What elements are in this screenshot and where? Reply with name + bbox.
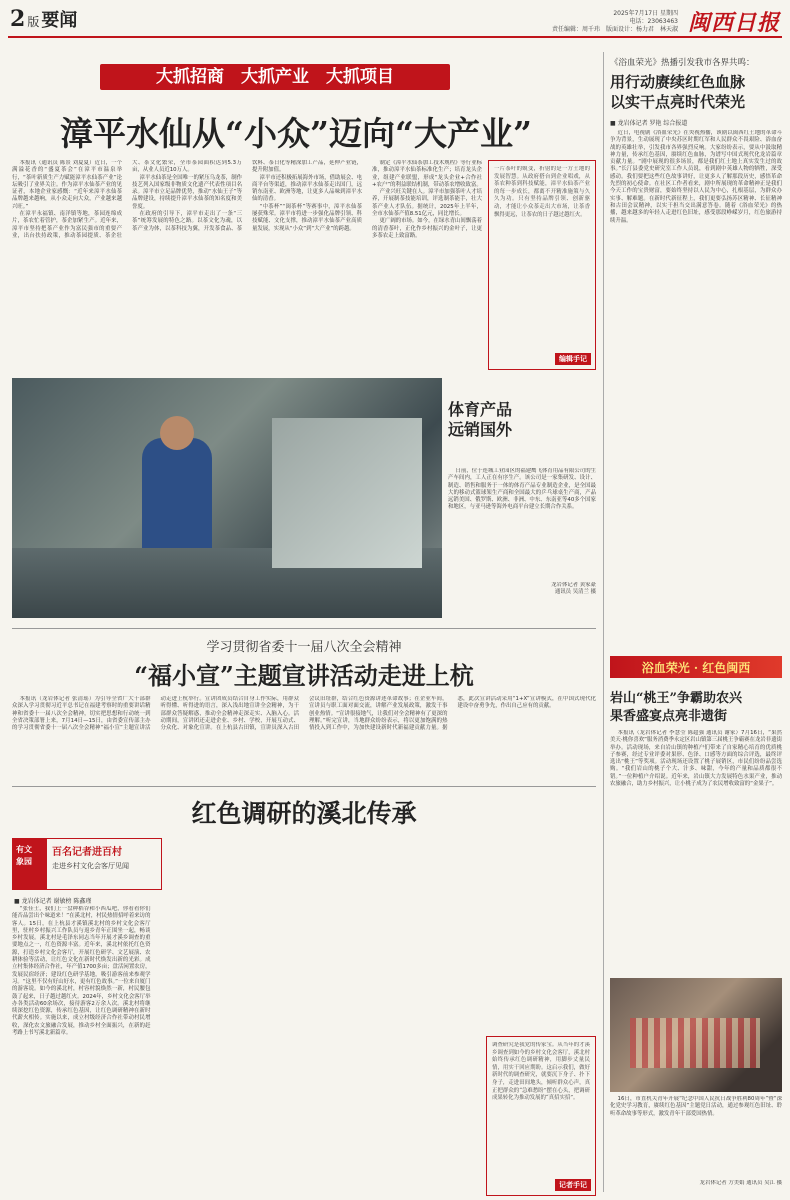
photo-caption: 日前，位于连城工业园区的福建鹰飞体育用品有限公司的生产车间内，工人正在有序生产。该公司是一家集研发、设计、制造、销售和服务于一体的体育产品专业制造企业，是全国最大的移动式篮球架生产商和全国最大的乒乓球桌生产商，产品远销美国、俄罗斯、欧洲、非洲、中东、东南亚等40多个国家和地区，与亚马逊等海外电商平台建立长期合作关系。 bbox=[448, 468, 596, 511]
factory-worker-photo bbox=[12, 378, 442, 618]
right-banner: 浴血荣光 · 红色闽西 bbox=[610, 656, 782, 678]
visitors-group bbox=[630, 1018, 760, 1068]
column-divider bbox=[603, 52, 604, 1192]
bottom-headline: 红色调研的溪北传承 bbox=[191, 799, 417, 828]
right-article2-body: 本报讯（龙岩体记者 李慧莹 陈超强 通讯员 谢家）7月16日，“果然美天·桃你喜欢”服务消费季永定区岩山镇第三届桃王争霸赛在龙岩非遗街举办。活动现场，来自岩山镇的种植户们带来了自家精心培育的优质桃子参赛，经过专业评委对果形、色泽、口感等方面的综合评选，最终评选出“桃王”等奖项。活动现场还设置了桃子展销区，市民们纷纷品尝选购。“我们岩山的桃子个大、汁多、味甜，今年的产量和品质都很不错。”一位种植户介绍说。近年来，岩山镇大力发展特色水果产业，推动农旅融合，助力乡村振兴，让小桃子成为了农民增收致富的“金果子”。 bbox=[610, 730, 782, 788]
editor-note-box: 一片茶叶的蜕变，折射的是一方土地的发展智慧。从政府搭台到企业唱戏，从茶农种茶到科技赋能，漳平水仙茶产业的每一步成长，都离不开精准施策与久久为功。只有坚持品牌引领、创新驱动，才能让小众茶走出大市场，让茶香飘得更远，让茶农的日子越过越红火。 编辑手记 bbox=[488, 160, 596, 370]
editor-note-tag: 编辑手记 bbox=[555, 353, 591, 365]
mid-kicker: 学习贯彻省委十一届八次全会精神 bbox=[206, 640, 402, 655]
page-number: 2 版 要闻 bbox=[10, 6, 78, 32]
header-rule bbox=[8, 36, 782, 38]
bottom-byline: ■ 龙岩体记者 谢敏榜 陈鑫瑾 bbox=[14, 898, 92, 905]
photo-story-title: 体育产品 远销国外 bbox=[448, 400, 513, 439]
header-info: 2025年7月17日 星期四 电话：23063463 责任编辑：周千玮 版面设计：杨力君 林天淑 bbox=[551, 10, 678, 33]
museum-visit-photo bbox=[610, 978, 782, 1092]
column-logo: 有文 象园 bbox=[13, 839, 47, 889]
reporter-note-tag: 记者手记 bbox=[555, 1179, 591, 1191]
right-headline: 用行动赓续红色血脉 以实干点亮时代荣光 bbox=[610, 73, 746, 111]
worker-figure bbox=[142, 438, 212, 558]
right-byline: ■ 龙岩体记者 罗艳 综合报道 bbox=[610, 120, 688, 127]
column-name: 百名记者进百村 bbox=[52, 847, 122, 858]
slogan-banner: 大抓招商 大抓产业 大抓项目 bbox=[100, 64, 450, 90]
mid-headline: “福小宣”主题宣讲活动走进上杭 bbox=[134, 661, 474, 690]
column-subtitle: 走进乡村文化会客厅见闻 bbox=[52, 862, 129, 870]
right-article2-headline: 岩山“桃王”争霸助农兴 果香盛宴点亮非遗街 bbox=[610, 691, 742, 724]
section-title: 要闻 bbox=[41, 10, 78, 31]
mid-article-body: 本报讯（龙岩体记者 张清瑶）为引导全省广大干部群众深入学习贯彻习近平总书记在福建考察时的重要讲话精神和省委十一届八次全会精神，切实把思想和行动统一到全省决策部署上来，7月14日—15日，由省委宣传部主办的学习贯彻省委十一届八次全会精神“福小宣”主题宣讲活动走进上杭举行。宣讲团成员结合自身工作实际，用群众听得懂、听得进的语言，深入浅出地宣讲全会精神，为干部群众答疑解惑，推动全会精神走深走实、入脑入心。活动期间，宣讲团还走进企业、乡村、学校，开展互动式、分众化、对象化宣讲。在上杭县古田镇，宣讲员深入古田会议旧址群，结合红色资源讲述革命故事；在企业车间，宣讲员与职工面对面交流，讲解产业发展政策，激发干事创业热情。“宣讲很接地气，让我们对全会精神有了更深的理解。”听完宣讲，当地群众纷纷表示，将以更加饱满的热情投入到工作中，为加快建设新时代新福建贡献力量。据悉，此次宣讲活动采用“1+X”宣讲模式，在中国式现代化建设中奋勇争先，作出自己应有的贡献。 bbox=[12, 696, 596, 732]
right-photo-byline: 龙岩体记者 方美娟 通讯员 吴江 摄 bbox=[699, 1180, 782, 1186]
column-tag-box bbox=[12, 838, 162, 890]
worker-head bbox=[160, 416, 194, 450]
reporter-note-box: 调查研究是我党的传家宝。从当年的才溪乡调查到如今的乡村文化会客厅，溪北村始终传承红色调研精神，用脚步丈量民情，用实干回应期盼。这启示我们，做好新时代的调查研究，就要沉下身子、扑下身子，走进田间地头，倾听群众心声，真正把群众的“急难愁盼”摆在心头，把调研成果转化为推动发展的“真招实招”。 记者手记 bbox=[486, 1036, 596, 1196]
bottom-article-body: “张佳士，我们上一盘种稻谷和小西瓜吧，你看看你们能否品尝出个味道来！”在溪北村，村民热情招呼着来访的客人。15日，在上杭县才溪镇溪北村的乡村文化会客厅里，驻村乡村振兴工作队员与返乡青年正围坐一起，畅谈乡村发展。溪北村是毛泽东同志当年开展才溪乡调查的重要地点之一，红色资源丰富。近年来，溪北村依托红色资源，打造乡村文化会客厅，开展红色研学、文艺展演、农耕体验等活动，让红色文化在新时代焕发出新的光彩。成立村集体经济合作社，年产值1700多亩；盘活闲置农房，发展民宿经济；建设红色研学基地，吸引游客前来参观学习。“这里不仅有好山好水，更有红色故事。”一位来自厦门的游客说。如今的溪北村，村容村貌焕然一新，村民腰包鼓了起来，日子越过越红火。2024年，乡村文化会客厅举办各类活动60余场次，接待游客2万余人次。溪北村将继续深挖红色资源，传承红色基因，让红色调研精神在新时代薪火相传。实施以来，成立村级经济合作社带动村民增收，深化农文旅融合发展，推动乡村全面振兴，在新的赶考路上书写溪北新篇章。 bbox=[12, 906, 151, 1037]
right-kicker: 《浴血荣光》热播引发我市各界共鸣： bbox=[610, 58, 755, 68]
lead-headline: 漳平水仙从“小众”迈向“大产业” bbox=[60, 114, 532, 153]
right-article-body: 近日，电视剧《浴血荣光》在央视热播，该剧以闽西红土地的革命斗争为背景，生动展现了中央苏区时期红军和人民群众不畏艰险、浴血奋战的英雄壮举，引发我市各界强烈反响。大家纷纷表示，要从中汲取精神力量，传承红色基因，赓续红色血脉，为谱写中国式现代化龙岩篇章贡献力量。“剧中展现的很多场景，都是我们红土地上真实发生过的故事。”长汀县委党史研究室工作人员说，看到剧中英雄人物的牺牲，深受感动。我们要把这些红色故事讲好，让更多人了解那段历史，感悟革命先烈的初心使命。在社区工作者看来，剧中所展现的革命精神正是我们今天工作的宝贵财富，要始终坚持以人民为中心，扎根基层，为群众办实事、解难题。在新时代新征程上，我们更要弘扬苏区精神、长征精神和古田会议精神，以实干担当交出满意答卷。随着《浴血荣光》的热播，越来越多的年轻人走进红色旧址，感受那段峥嵘岁月，红色旅游持续升温。 bbox=[610, 130, 782, 224]
photo-byline: 龙岩体记者 黄家豪 通讯员 吴清兰 摄 bbox=[551, 582, 596, 596]
machinery bbox=[272, 418, 422, 568]
page-header bbox=[8, 4, 782, 36]
lead-article-body: 本报讯（通讯员 陈景 刘夏夏）近日，一个满溢花香的“盛夏茶会”在漳平市温泉举行，“茶叶新质生产力赋能漳平水仙茶产业”论坛吸引了业界关注。作为漳平水仙茶产业的见证者，本地企业家感慨：“近年来漳平水仙茶品牌越来越响，从小众走向大众，产业越来越兴旺。” 在漳平永福镇、南洋镇等地，茶园连绵成片，茶农忙着管护，茶企加紧生产。近年来，漳平市坚持把茶产业作为富民强市的重要产业，出台扶持政策，推动茶园提质、茶企壮大、茶文化繁荣，全市茶园面积达到5.3万亩，从业人员近10万人。 漳平水仙茶是全国唯一的紧压乌龙茶，制作技艺列入国家级非物质文化遗产代表性项目名录。漳平市立足品牌优势，推动“水仙王子”等品牌建设，持续提升漳平水仙茶的知名度和美誉度。 在政府的引导下，漳平市走出了一条“三茶”统筹发展的特色之路。以茶文化为魂，以茶产业为体，以茶科技为翼，开发茶食品、茶饮料、茶日化等精深加工产品，延伸产业链，提升附加值。 漳平市还积极拓展海外市场，借助展会、电商平台等渠道，推动漳平水仙茶走出国门，远销东南亚、欧洲等地，让更多人品味到漳平水仙的清香。 “中茶杯”“闽茶杯”等赛事中，漳平水仙茶屡获殊荣。漳平市将进一步强化品牌引领、科技赋能、文化支撑，推动漳平水仙茶产业高质量发展，实现从“小众”到“大产业”的跨越。 制定《漳平水仙茶加工技术规程》等行业标准，推动漳平水仙茶标准化生产；培育龙头企业，组建产业联盟，形成“龙头企业+合作社+农户”的利益联结机制，带动茶农增收致富。 产业兴旺关键在人。漳平市加强茶叶人才培养，开展制茶技能培训，评选制茶能手，壮大茶产业人才队伍。据统计，2025年上半年，全市水仙茶产值8.51亿元，同比增长。 更广阔的市场。如今，在绿水青山间飘荡着的清香茶叶，正化作乡村振兴的金叶子，让更多茶农走上致富路。 bbox=[12, 160, 482, 239]
newspaper-logo: 闽西日报 bbox=[688, 10, 781, 36]
right-photo-caption: 16日，市直机关青年开展“纪念中国人民抗日战争胜利80周年”暨“深化党史学习教育，赓续红色基因”主题党日活动，通过参观红色旧址、聆听革命故事等形式，激发青年干部爱国热情。 bbox=[610, 1096, 782, 1117]
